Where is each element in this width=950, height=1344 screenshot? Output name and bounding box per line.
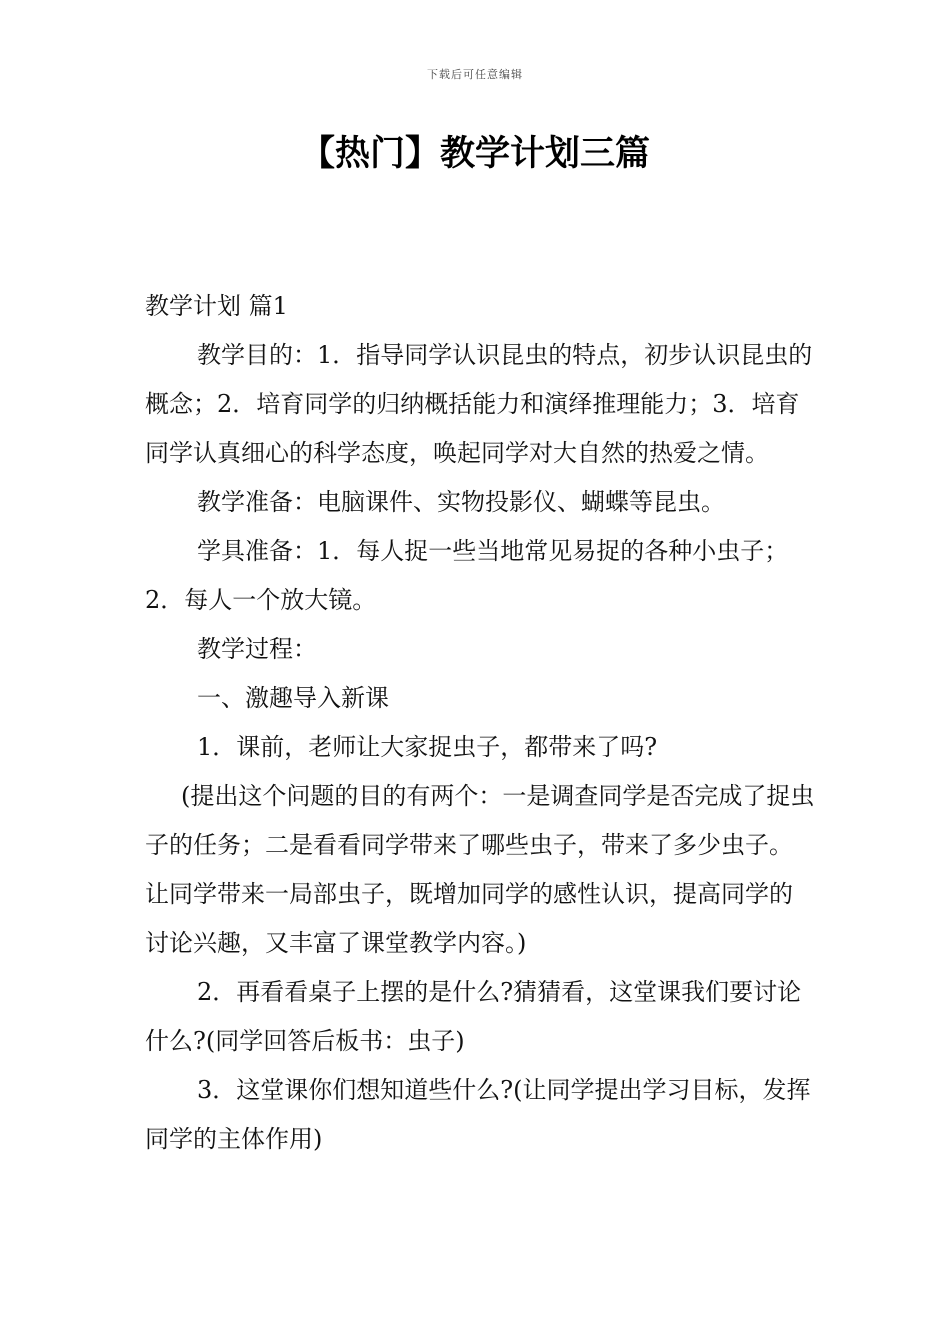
paragraph-step-1-note: (提出这个问题的目的有两个：一是调查同学是否完成了捉虫子的任务；二是看看同学带来了哪些虫子，带来了多少虫子。让同学带来一局部虫子，既增加同学的感性认识，提高同学的讨论兴趣，又丰富了课堂教学内容。) [145, 782, 815, 957]
paragraph-step-3: 3．这堂课你们想知道些什么?(让同学提出学习目标，发挥同学的主体作用) [145, 1076, 811, 1153]
paragraph-teaching-goals: 教学目的：1．指导同学认识昆虫的特点，初步认识昆虫的概念；2．培育同学的归纳概括能力和演绎推理能力；3．培育同学认真细心的科学态度，唤起同学对大自然的热爱之情。 [145, 341, 813, 467]
document-title: 【热门】教学计划三篇 [299, 134, 650, 174]
paragraph-student-prep: 学具准备：1．每人捉一些当地常见易捉的各种小虫子；2．每人一个放大镜。 [145, 537, 789, 614]
section-heading: 教学计划 篇1 [145, 292, 288, 320]
paragraph-process-heading: 教学过程： [197, 635, 317, 663]
paragraph-part-one-heading: 一、激趣导入新课 [197, 684, 389, 712]
paragraph-step-2: 2．再看看桌子上摆的是什么?猜猜看，这堂课我们要讨论什么?(同学回答后板书：虫子) [145, 978, 802, 1055]
paragraph-teaching-prep: 教学准备：电脑课件、实物投影仪、蝴蝶等昆虫。 [197, 488, 725, 516]
document-body [145, 282, 815, 1164]
header-note: 下载后可任意编辑 [427, 68, 523, 81]
paragraph-step-1: 1．课前，老师让大家捉虫子，都带来了吗? [197, 733, 658, 761]
